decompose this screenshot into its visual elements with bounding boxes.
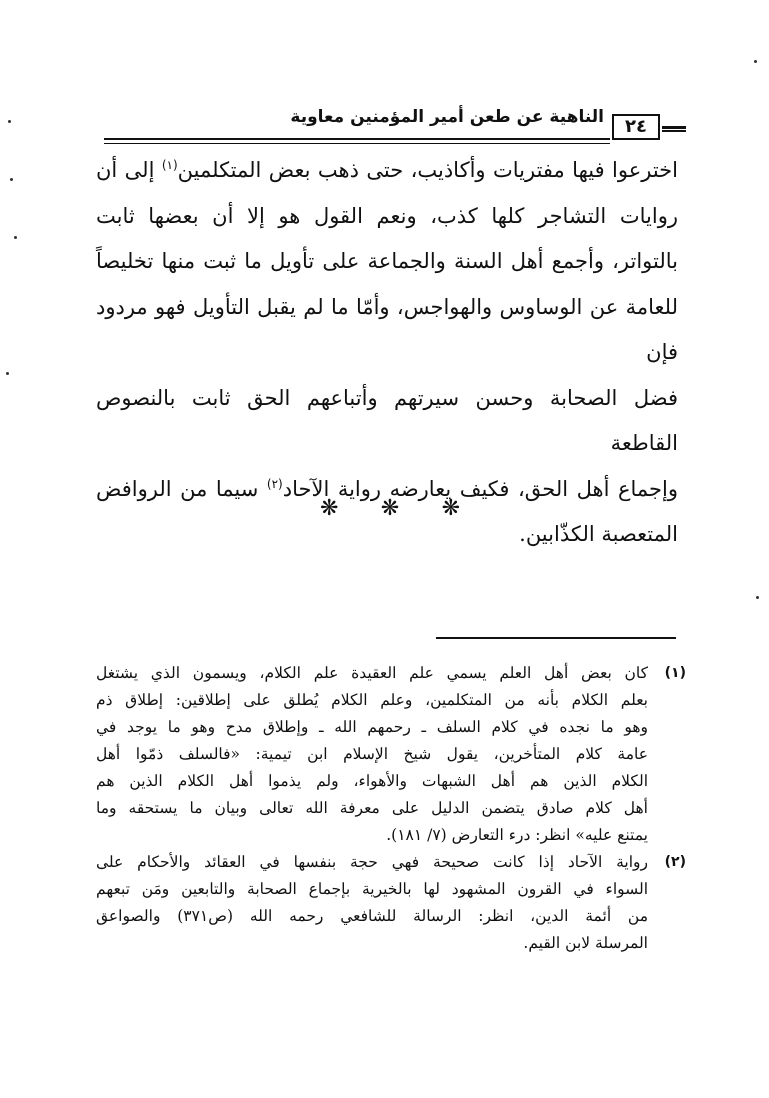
page-number-dash: [662, 126, 686, 132]
scan-speck: [14, 236, 17, 239]
text-segment: سيما من الروافض: [96, 476, 259, 501]
separator-star: ❋: [320, 495, 339, 521]
section-separator: [320, 490, 460, 526]
scan-speck: [8, 120, 11, 123]
page-header: [100, 102, 688, 146]
header-rule: [104, 138, 610, 144]
footnote-line: يمتنع عليه» انظر: درء التعارض (٧/ ١٨١).: [386, 826, 648, 844]
separator-star: ❋: [441, 495, 460, 521]
footnote-ref-1: (١): [161, 158, 178, 172]
text-line: المتعصبة الكذّابين.: [519, 522, 678, 546]
footnote-1: [96, 660, 686, 849]
footnote-line: الكلام الذين هم أهل الشبهات والأهواء، ولم يذموا أهل الكلام الذين هم: [96, 772, 648, 790]
footnote-line: كان بعض أهل العلم يسمي علم العقيدة علم الكلام، ويسمون الذي يشتغل: [96, 664, 648, 682]
running-title: الناهية عن طعن أمير المؤمنين معاوية: [290, 107, 604, 127]
text-segment: إلى أن: [96, 158, 155, 182]
scan-speck: [6, 372, 9, 375]
footnote-line: عامة كلام المتأخرين، يقول شيخ الإسلام ابن تيمية: «فالسلف ذمّوا أهل: [96, 745, 648, 763]
footnote-ref-2: (٢): [266, 476, 283, 491]
footnote-line: المرسلة لابن القيم.: [523, 934, 648, 952]
footnote-line: رواية الآحاد إذا كانت صحيحة فهي حجة بنفسها في العقائد والأحكام على: [96, 853, 648, 871]
text-line: [96, 148, 678, 194]
footnotes: [96, 660, 686, 957]
footnote-line: بعلم الكلام بأنه من المتكلمين، وعلم الكلام يُطلق على إطلاقين: إطلاق ذم: [96, 691, 648, 709]
footnote-line: وهو ما نجده في كلام السلف ـ رحمهم الله ـ وإطلاق مدح وهو ما يوجد في: [96, 718, 648, 736]
text-line: روايات التشاجر كلها كذب، ونعم القول هو إلا أن بعضها ثابت: [96, 203, 678, 228]
footnote-2: [96, 849, 686, 957]
text-line: بالتواتر، وأجمع أهل السنة والجماعة على تأويل ما ثبت منها تخليصاً: [96, 249, 678, 273]
footnote-text: [96, 660, 648, 849]
footnote-line: أهل كلام صادق يتضمن الدليل على معرفة الله تعالى وبيان ما يستحقه وما: [96, 799, 648, 817]
separator-star: ❋: [380, 495, 400, 521]
footnote-line: من أئمة الدين، انظر: الرسالة للشافعي رحمه الله (ص٣٧١) والصواعق: [96, 907, 648, 925]
text-segment: وإجماع أهل الحق، فكيف يعارضه رواية الآحاد: [282, 476, 678, 501]
footnote-number: (٢): [664, 854, 686, 870]
text-segment: اخترعوا فيها مفتريات وأكاذيب، حتى ذهب بعض المتكلمين: [177, 158, 678, 182]
footnote-line: السواء في القرون المشهود لها بالخيرية بإجماع الصحابة والتابعين ومَن تبعهم: [96, 880, 648, 898]
footnote-number: (١): [664, 665, 686, 681]
scan-speck: [756, 596, 759, 599]
scan-speck: [10, 178, 13, 181]
footnote-rule: [436, 637, 676, 639]
page-number: ٢٤: [612, 114, 660, 140]
footnote-text: [96, 849, 648, 957]
scan-speck: [754, 60, 757, 63]
text-line: فضل الصحابة وحسن سيرتهم وأتباعهم الحق ثابت بالنصوص القاطعة: [96, 385, 678, 455]
text-line: للعامة عن الوساوس والهواجس، وأمّا ما لم يقبل التأويل فهو مردود فإن: [96, 294, 678, 364]
